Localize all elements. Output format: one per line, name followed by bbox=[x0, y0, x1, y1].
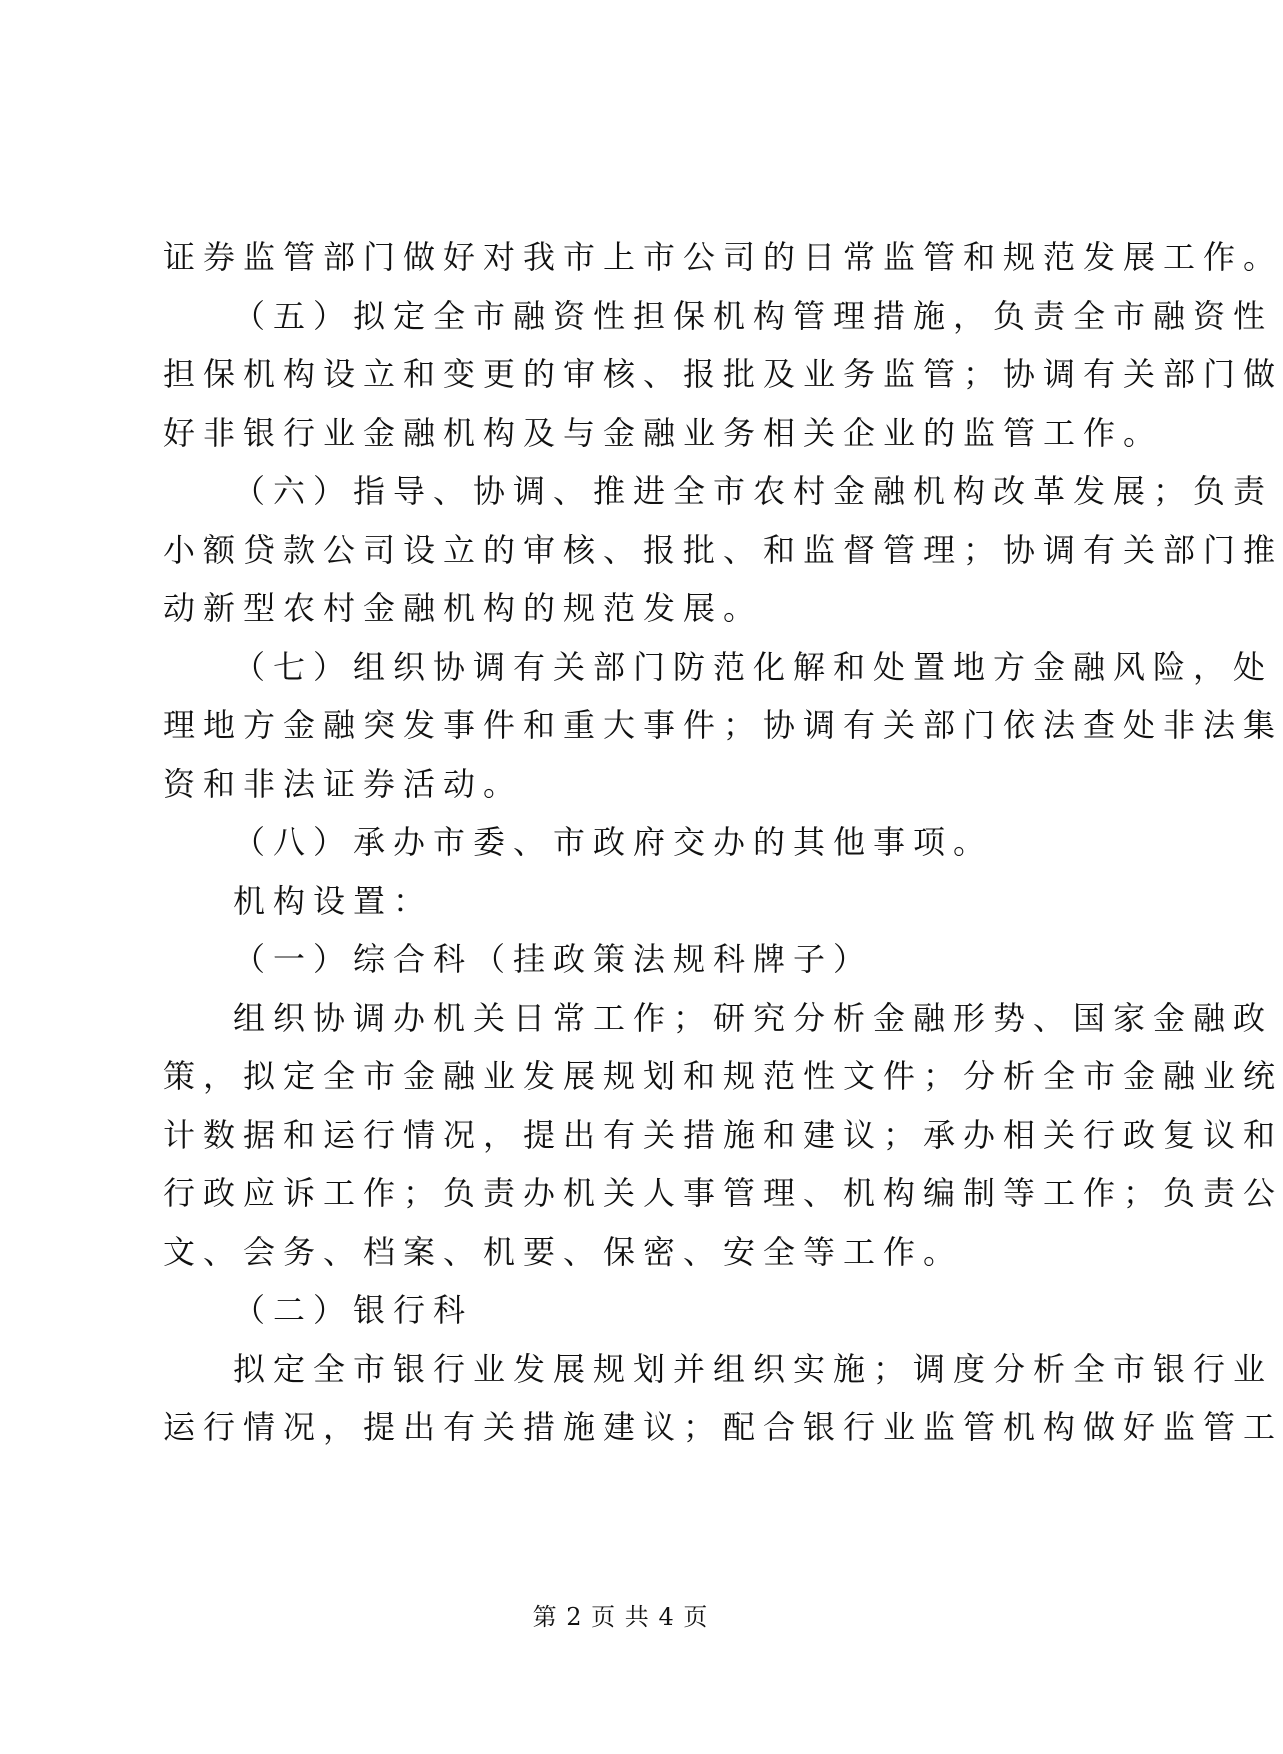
body-text bbox=[163, 228, 1283, 1457]
text-line: 计数据和运行情况，提出有关措施和建议；承办相关行政复议和 bbox=[163, 1115, 1283, 1154]
text-line: 文、会务、档案、机要、保密、安全等工作。 bbox=[163, 1232, 964, 1271]
section-heading: 机构设置： bbox=[233, 881, 434, 920]
text-line: 行政应诉工作；负责办机关人事管理、机构编制等工作；负责公 bbox=[163, 1174, 1283, 1212]
text-line: 担保机构设立和变更的审核、报批及业务监管；协调有关部门做 bbox=[163, 355, 1283, 393]
text-line: （七）组织协调有关部门防范化解和处置地方金融风险，处 bbox=[233, 647, 1274, 686]
text-line: 拟定全市银行业发展规划并组织实施；调度分析全市银行业 bbox=[233, 1349, 1274, 1388]
text-line: （八）承办市委、市政府交办的其他事项。 bbox=[233, 823, 994, 861]
text-line: 资和非法证券活动。 bbox=[163, 764, 524, 803]
subsection-heading: （一）综合科（挂政策法规科牌子） bbox=[233, 940, 874, 978]
text-line: 组织协调办机关日常工作；研究分析金融形势、国家金融政 bbox=[233, 998, 1274, 1037]
text-line: 证券监管部门做好对我市上市公司的日常监管和规范发展工作。 bbox=[163, 238, 1283, 276]
text-line: （六）指导、协调、推进全市农村金融机构改革发展；负责 bbox=[233, 472, 1274, 510]
text-line: 小额贷款公司设立的审核、报批、和监督管理；协调有关部门推 bbox=[163, 530, 1283, 569]
subsection-heading: （二）银行科 bbox=[233, 1291, 474, 1329]
text-line: 好非银行业金融机构及与金融业务相关企业的监管工作。 bbox=[163, 413, 1164, 452]
text-line: 运行情况，提出有关措施建议；配合银行业监管机构做好监管工 bbox=[163, 1408, 1283, 1446]
page-number-footer: 第 2 页 共 4 页 bbox=[532, 1603, 709, 1631]
text-line: （五）拟定全市融资性担保机构管理措施，负责全市融资性 bbox=[233, 296, 1274, 335]
text-line: 策，拟定全市金融业发展规划和规范性文件；分析全市金融业统 bbox=[163, 1057, 1283, 1095]
text-line: 理地方金融突发事件和重大事件；协调有关部门依法查处非法集 bbox=[163, 706, 1283, 744]
text-line: 动新型农村金融机构的规范发展。 bbox=[163, 589, 764, 627]
